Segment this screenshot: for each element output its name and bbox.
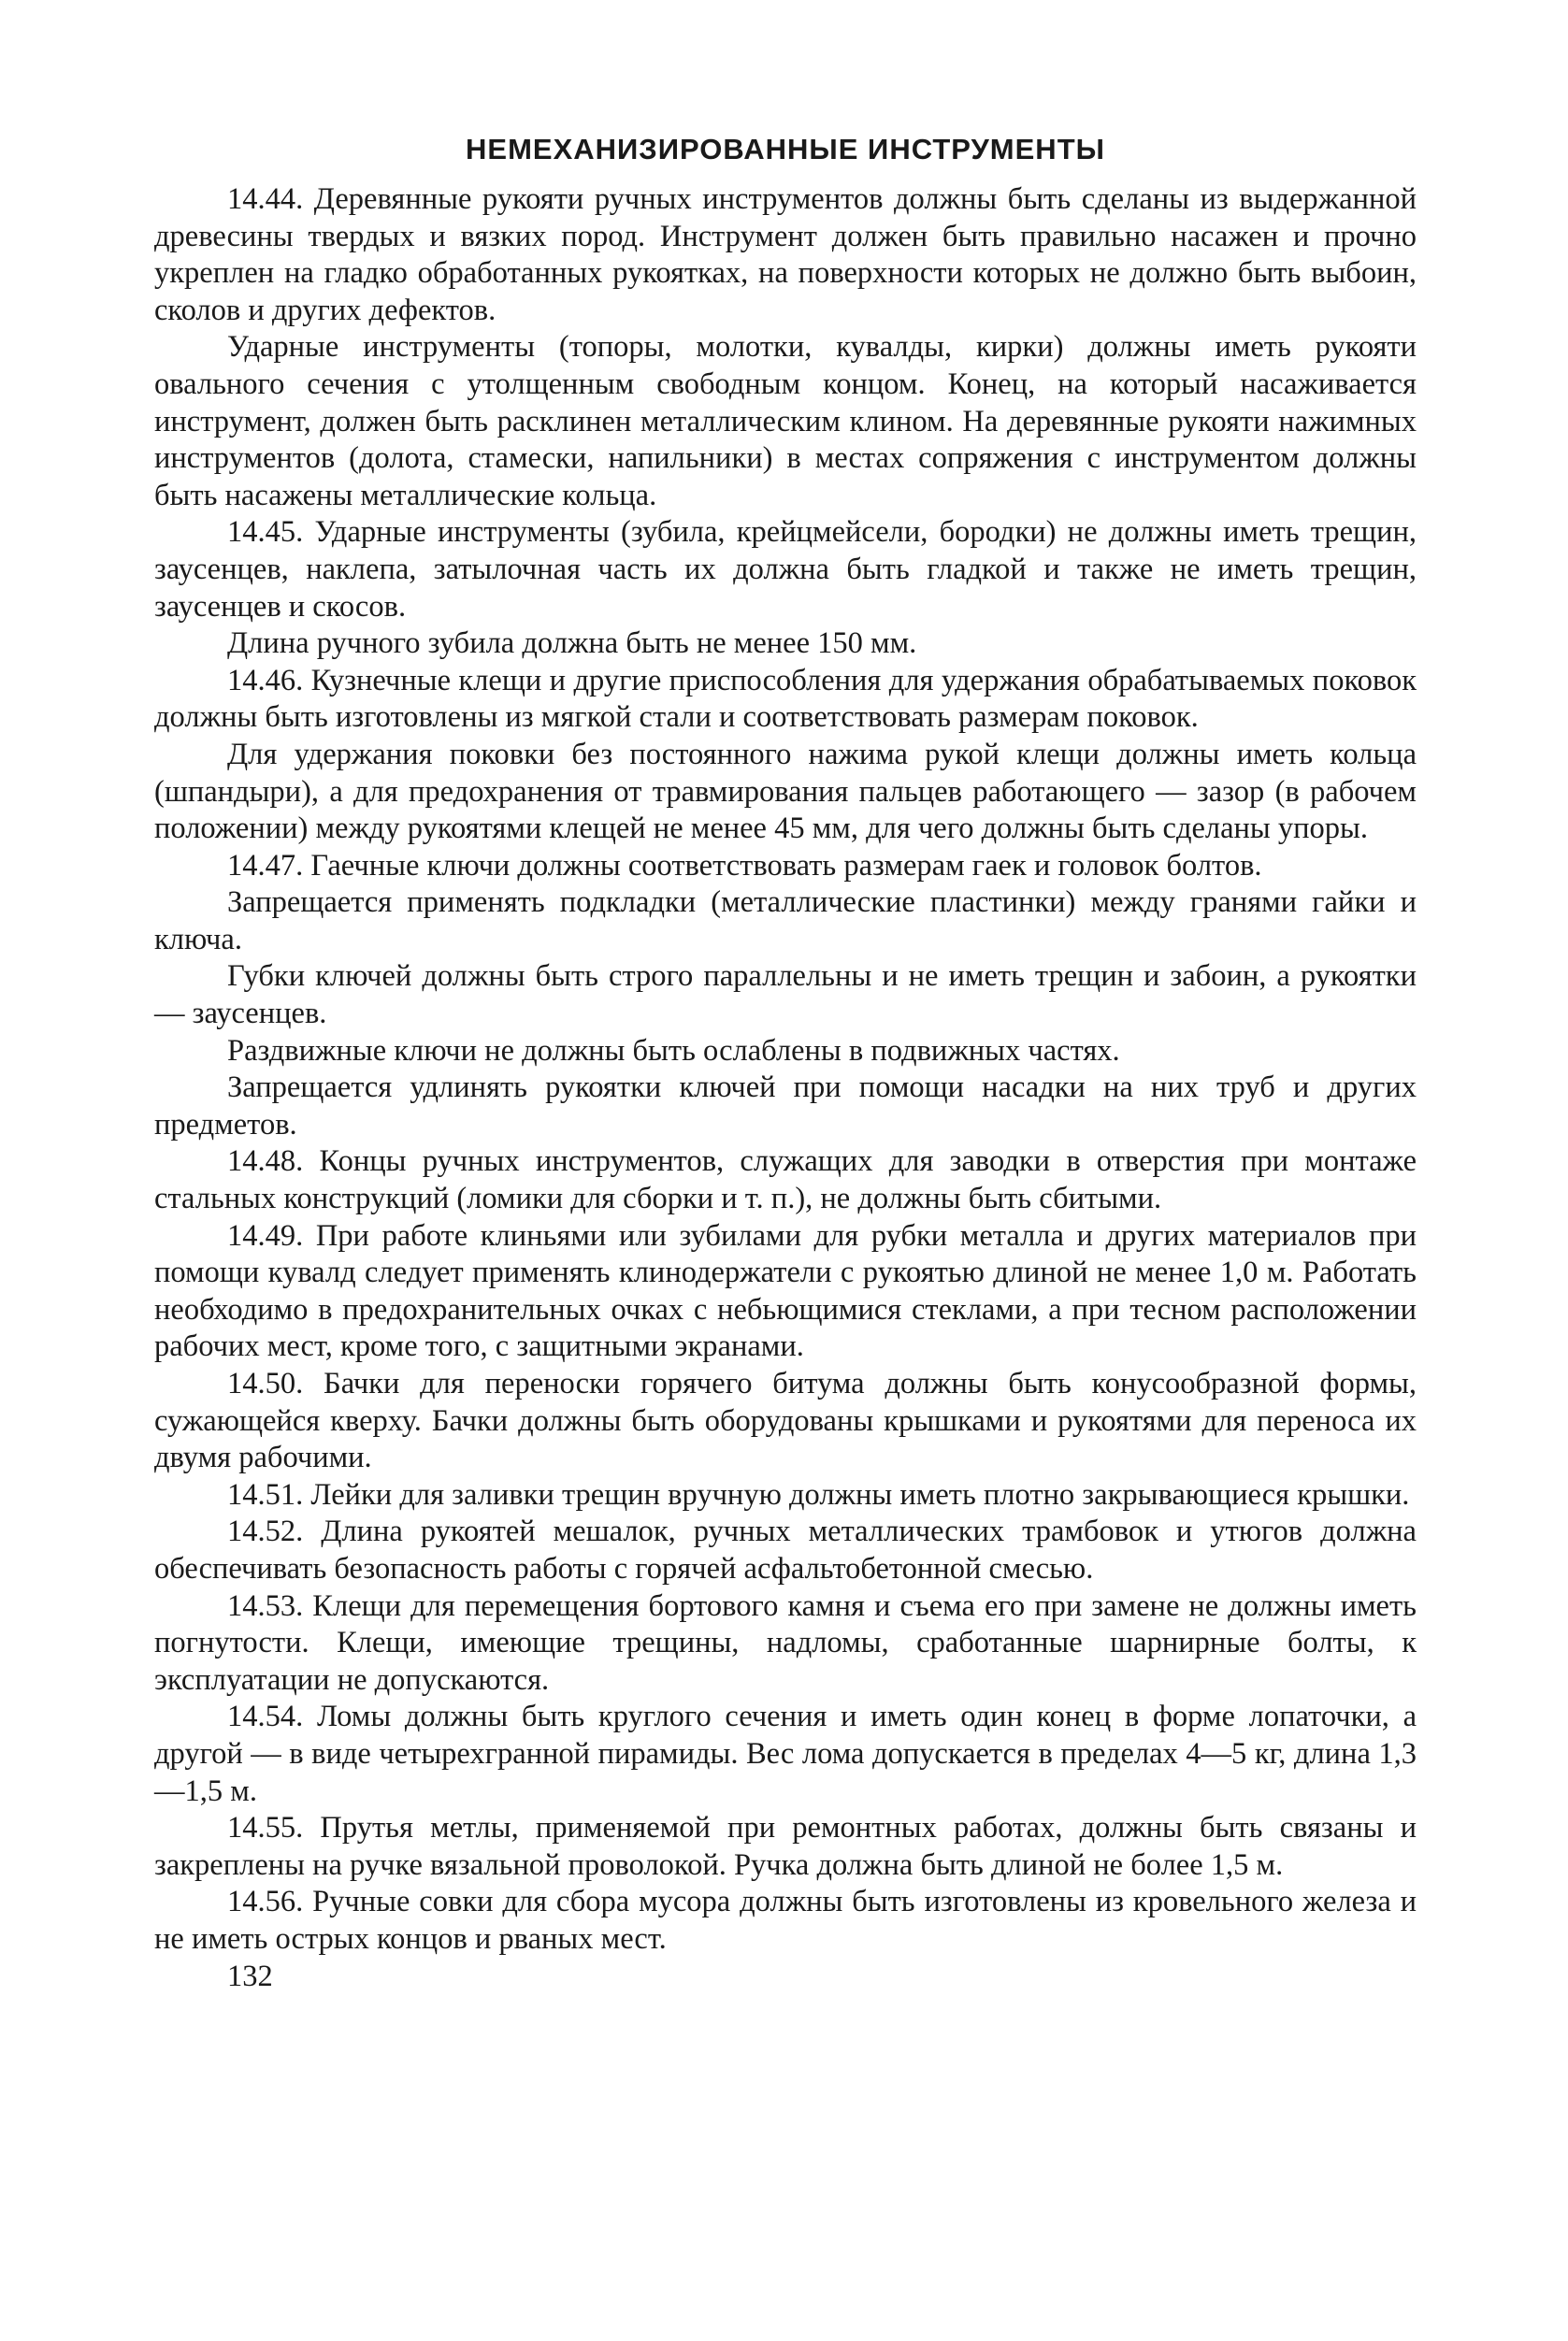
paragraph-14-47: 14.47. Гаечные ключи должны соответствовать размерам гаек и головок болтов. bbox=[227, 848, 1262, 883]
paragraph-14-56: 14.56. Ручные совки для сбора мусора должны быть изготовлены из кровельного железа и не иметь острых концов и рваных мест. bbox=[154, 1885, 1417, 1956]
section-heading: НЕМЕХАНИЗИРОВАННЫЕ ИНСТРУМЕНТЫ bbox=[466, 133, 1105, 165]
paragraph-adjustable-wrenches: Раздвижные ключи не должны быть ослаблены в подвижных частях. bbox=[227, 1033, 1120, 1068]
paragraph-14-55: 14.55. Прутья метлы, применяемой при ремонтных работах, должны быть связаны и закреплены на ручке вязальной проволокой. Ручка должна быть длиной не более 1,5 м. bbox=[154, 1811, 1417, 1882]
paragraph-shims-prohibited: Запрещается применять подкладки (металлические пластинки) между гранями гайки и ключа. bbox=[154, 885, 1417, 956]
paragraph-14-50: 14.50. Бачки для переноски горячего битума должны быть конусообразной формы, сужающейся кверху. Бачки должны быть оборудованы крышками и рукоятями для переноса их двумя рабочими. bbox=[154, 1367, 1417, 1475]
paragraph-14-46: 14.46. Кузнечные клещи и другие приспособления для удержания обрабатываемых поковок должны быть изготовлены из мягкой стали и соответствовать размерам поковок. bbox=[154, 663, 1417, 735]
paragraph-14-48: 14.48. Концы ручных инструментов, служащих для заводки в отверстия при монтаже стальных конструкций (ломики для сборки и т. п.), не должны быть сбитыми. bbox=[154, 1144, 1417, 1216]
page-number: 132 bbox=[227, 1959, 273, 1993]
document-page bbox=[154, 131, 1417, 1995]
paragraph-wrench-jaws: Губки ключей должны быть строго параллельны и не иметь трещин и забоин, а рукоятки — заусенцев. bbox=[154, 959, 1417, 1031]
paragraph-14-54: 14.54. Ломы должны быть круглого сечения и иметь один конец в форме лопаточки, а другой — в виде четырехгранной пирамиды. Вес лома допускается в пределах 4—5 кг, длина 1,3—1,5 м. bbox=[154, 1700, 1417, 1808]
paragraph-14-45: 14.45. Ударные инструменты (зубила, крейцмейсели, бородки) не должны иметь трещин, заусенцев, наклепа, затылочная часть их должна быть гладкой и также не иметь трещин, заусенцев и скосов. bbox=[154, 515, 1417, 624]
paragraph-14-53: 14.53. Клещи для перемещения бортового камня и съема его при замене не должны иметь погнутости. Клещи, имеющие трещины, надломы, сработанные шарнирные болты, к эксплуатации не допускаются. bbox=[154, 1588, 1417, 1697]
paragraph-14-51: 14.51. Лейки для заливки трещин вручную должны иметь плотно закрывающиеся крышки. bbox=[227, 1477, 1410, 1512]
paragraph-impact-tools: Ударные инструменты (топоры, молотки, кувалды, кирки) должны иметь рукояти овального сечения с утолщенным свободным концом. Конец, на который насаживается инструмент, должен быть расклинен металлическим клином. На деревянные рукояти нажимных инструментов (долота, стамески, напильники) в местах сопряжения с инструментом должны быть насажены металлические кольца. bbox=[154, 330, 1417, 512]
paragraph-14-52: 14.52. Длина рукоятей мешалок, ручных металлических трамбовок и утюгов должна обеспечивать безопасность работы с горячей асфальтобетонной смесью. bbox=[154, 1515, 1417, 1586]
paragraph-chisel-length: Длина ручного зубила должна быть не менее 150 мм. bbox=[227, 626, 917, 661]
paragraph-14-44: 14.44. Деревянные рукояти ручных инструментов должны быть сделаны из выдержанной древесины твердых и вязких пород. Инструмент должен быть правильно насажен и прочно укреплен на гладко обработанных рукоятках, на поверхности которых не должно быть выбоин, сколов и других дефектов. bbox=[154, 182, 1417, 327]
paragraph-14-49: 14.49. При работе клиньями или зубилами для рубки металла и других материалов при помощи кувалд следует применять клинодержатели с рукоятью длиной не менее 1,0 м. Работать необходимо в предохранительных очках с небьющимися стеклами, а при тесном расположении рабочих мест, кроме того, с защитными экранами. bbox=[154, 1218, 1417, 1364]
body-text bbox=[154, 181, 1417, 1995]
paragraph-handle-extension: Запрещается удлинять рукоятки ключей при помощи насадки на них труб и других предметов. bbox=[154, 1070, 1417, 1142]
paragraph-forging-tongs: Для удержания поковки без постоянного нажима рукой клещи должны иметь кольца (шпандыри), а для предохранения от травмирования пальцев работающего — зазор (в рабочем положении) между рукоятями клещей не менее 45 мм, для чего должны быть сделаны упоры. bbox=[154, 737, 1417, 846]
